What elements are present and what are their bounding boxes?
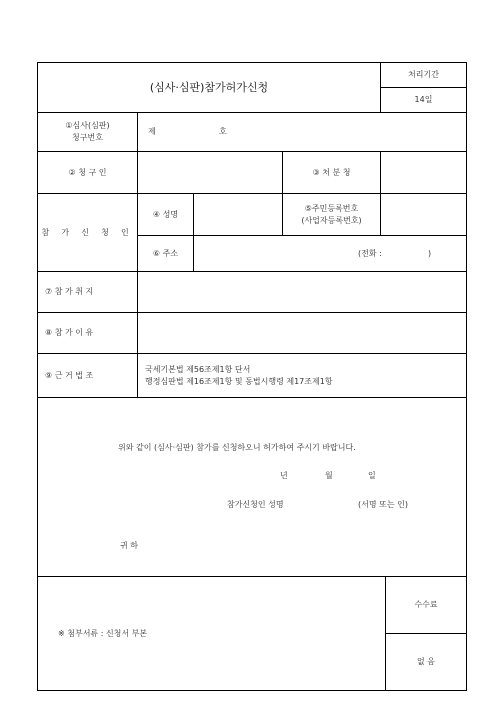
date-day: 일 (368, 471, 376, 480)
attachment-note: ※ 첨부서류 : 신청서 부본 (38, 577, 386, 691)
claim-number-label-line2: 청구번호 (72, 133, 103, 142)
claim-number-label (38, 113, 138, 152)
claim-number-prefix: 제 (148, 127, 156, 137)
name-field[interactable] (194, 194, 283, 236)
reason-field[interactable] (138, 313, 467, 354)
legal-basis-label: ⑨ 근 거 법 조 (38, 354, 138, 398)
id-number-label-line2: (사업자등록번호) (301, 215, 362, 225)
id-number-label (283, 194, 381, 236)
signer-label: 참가신청인 성명 (227, 500, 284, 509)
processing-period-value: 14일 (381, 88, 467, 113)
statement-text: 위와 같이 (심사·심판) 참가를 신청하오니 허가하여 주시기 바랍니다. (118, 443, 356, 452)
processing-period-label: 처리기간 (381, 63, 467, 88)
phone-label: (전화 : (358, 248, 382, 258)
fee-label: 수수료 (386, 577, 467, 634)
statement-block (38, 398, 467, 577)
date-year: 년 (280, 471, 288, 480)
legal-basis-line2: 행정심판법 제16조제1항 및 동법시행령 제17조제1항 (145, 376, 333, 386)
purpose-label: ⑦ 참 가 취 지 (38, 272, 138, 313)
legal-basis-line1: 국세기본법 제56조제1항 단서 (145, 364, 251, 374)
id-number-field[interactable] (381, 194, 467, 236)
claim-number-field[interactable] (138, 113, 467, 152)
address-field[interactable] (194, 236, 467, 272)
fee-value: 없 음 (386, 634, 467, 691)
form-title: (심사·심판)참가허가신청 (38, 63, 381, 113)
applicant-label: 참 가 신 청 인 (38, 194, 138, 272)
address-label: ⑥ 주소 (138, 236, 194, 272)
date-month: 월 (325, 471, 333, 480)
reason-label: ⑧ 참 가 이 유 (38, 313, 138, 354)
application-form (37, 62, 467, 691)
claim-number-label-line1: ①심사(심판) (65, 121, 110, 131)
id-number-label-line1: ⑤주민등록번호 (304, 203, 359, 213)
phone-close: ) (428, 248, 432, 258)
purpose-field[interactable] (138, 272, 467, 313)
signer-sign: (서명 또는 인) (358, 500, 408, 509)
claimant-field[interactable] (138, 152, 283, 194)
legal-basis-field (138, 354, 467, 398)
name-label: ④ 성명 (138, 194, 194, 236)
disposition-agency-field[interactable] (381, 152, 467, 194)
claimant-label: ② 청 구 인 (38, 152, 138, 194)
claim-number-suffix: 호 (219, 127, 227, 137)
addressee: 귀 하 (120, 541, 138, 550)
disposition-agency-label: ③ 처 분 청 (283, 152, 381, 194)
